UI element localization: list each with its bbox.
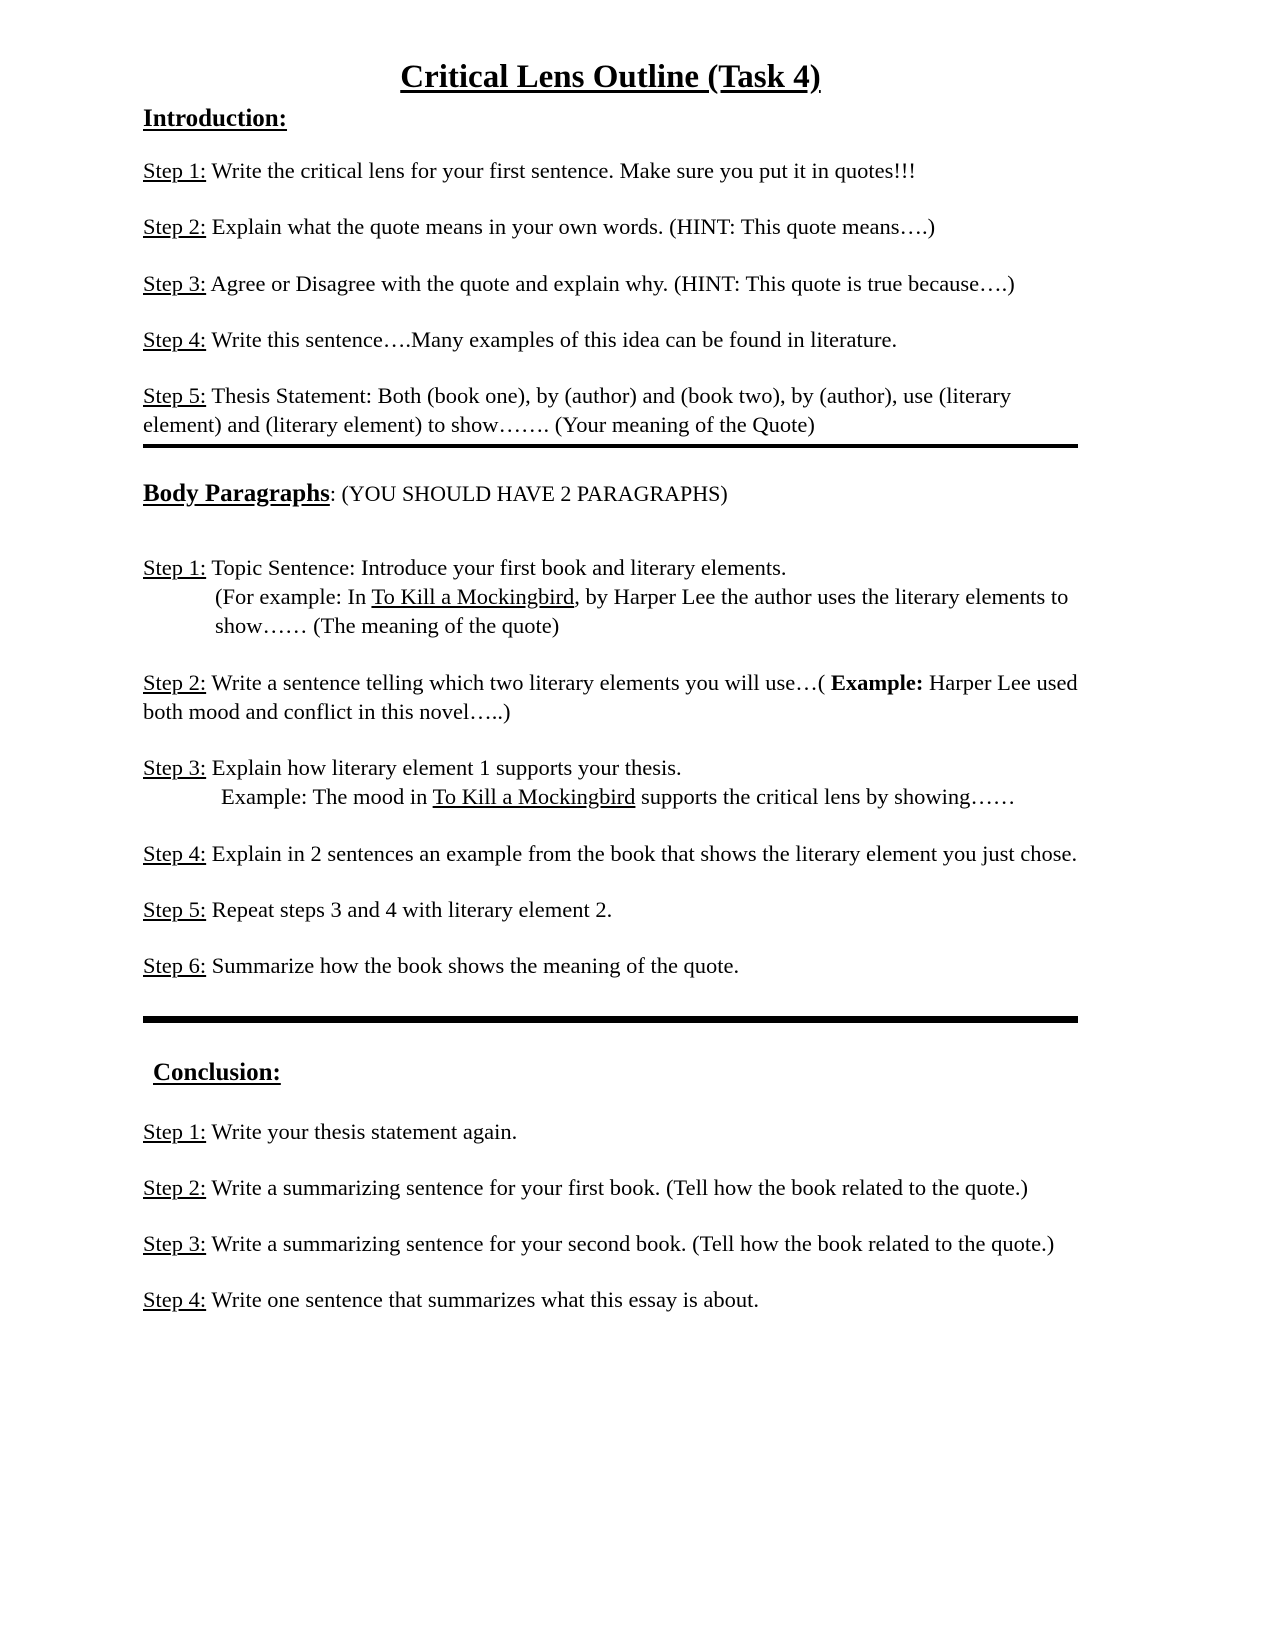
section-divider-body-paragraphs — [143, 1016, 1078, 1023]
step-label: Step 5: — [143, 383, 207, 409]
step-label: Step 2: — [143, 669, 207, 695]
spacer — [143, 1089, 1078, 1117]
book-title: To Kill a Mockingbird — [371, 584, 575, 610]
intro-step-2 — [143, 212, 1078, 241]
step-text: Write one sentence that summarizes what this essay is about. — [206, 1287, 760, 1313]
step-text: Write your thesis statement again. — [206, 1118, 518, 1144]
step-text: Topic Sentence: Introduce your first book and literary elements. — [206, 554, 787, 580]
step-text-post: Harper Lee used both mood and conflict in this novel…..) — [143, 669, 1078, 724]
step-subline-pre: (For example: In — [215, 584, 372, 610]
step-text: Write a summarizing sentence for your second book. (Tell how the book related to the quote.) — [206, 1231, 1055, 1257]
step-text-pre: Write a sentence telling which two literary elements you will use…( — [206, 669, 831, 695]
example-emphasis: Example: — [830, 669, 924, 695]
step-label: Step 4: — [143, 840, 207, 866]
body-step-5 — [143, 895, 1078, 924]
conclusion-step-3 — [143, 1229, 1078, 1258]
intro-step-5 — [143, 381, 1078, 440]
intro-step-3 — [143, 269, 1078, 298]
body-step-3 — [143, 753, 1078, 812]
conclusion-step-1 — [143, 1117, 1078, 1146]
step-text: Summarize how the book shows the meaning of the quote. — [206, 953, 740, 979]
body-step-1 — [143, 553, 1078, 641]
step-label: Step 5: — [143, 896, 207, 922]
step-text: Write this sentence….Many examples of this idea can be found in literature. — [206, 326, 898, 352]
step-label: Step 3: — [143, 1231, 207, 1257]
step-label: Step 4: — [143, 326, 207, 352]
step-label: Step 1: — [143, 554, 207, 580]
step-label: Step 1: — [143, 158, 207, 184]
step-label: Step 6: — [143, 953, 207, 979]
conclusion-step-4 — [143, 1285, 1078, 1314]
step-text: Thesis Statement: Both (book one), by (author) and (book two), by (author), use (literary element) and (literary element) to show……. (Your meaning of the Quote) — [143, 383, 1012, 438]
section-heading-conclusion-text: Conclusion: — [153, 1059, 281, 1087]
body-step-2 — [143, 668, 1078, 727]
step-text: Repeat steps 3 and 4 with literary element 2. — [206, 896, 613, 922]
book-title: To Kill a Mockingbird — [432, 784, 636, 810]
step-label: Step 1: — [143, 1118, 207, 1144]
section-divider-introduction — [143, 444, 1078, 448]
step-text: Write the critical lens for your first sentence. Make sure you put it in quotes!!! — [206, 158, 916, 184]
section-heading-body-paragraphs-tail: : (YOU SHOULD HAVE 2 PARAGRAPHS) — [329, 480, 728, 506]
page-title-text: Critical Lens Outline (Task 4) — [400, 59, 821, 95]
step-label: Step 2: — [143, 1174, 207, 1200]
step-label: Step 3: — [143, 755, 207, 781]
document-content — [143, 58, 1078, 1342]
page-title — [143, 58, 1078, 97]
step-subline — [143, 782, 1078, 811]
step-subline-post: , by Harper Lee the author uses the literary elements to show…… (The meaning of the quote) — [215, 584, 1069, 639]
step-subline-post: supports the critical lens by showing…… — [635, 784, 1016, 810]
step-text: Explain in 2 sentences an example from the book that shows the literary element you just chose. — [206, 840, 1078, 866]
step-label: Step 4: — [143, 1287, 207, 1313]
step-subline — [143, 582, 1078, 641]
spacer — [143, 509, 1078, 553]
body-step-6 — [143, 951, 1078, 980]
section-heading-conclusion — [153, 1057, 1078, 1088]
section-heading-introduction-text: Introduction: — [143, 104, 288, 132]
section-heading-body-paragraphs-text: Body Paragraphs — [143, 479, 330, 507]
step-text: Explain what the quote means in your own words. (HINT: This quote means….) — [206, 214, 936, 240]
step-text: Explain how literary element 1 supports your thesis. — [206, 755, 682, 781]
intro-step-4 — [143, 325, 1078, 354]
step-text: Agree or Disagree with the quote and explain why. (HINT: This quote is true because….) — [206, 270, 1015, 296]
section-heading-introduction — [143, 103, 1078, 134]
step-subline-pre: Example: The mood in — [221, 784, 433, 810]
conclusion-step-2 — [143, 1173, 1078, 1202]
step-text: Write a summarizing sentence for your first book. (Tell how the book related to the quote.) — [206, 1174, 1029, 1200]
step-label: Step 3: — [143, 270, 207, 296]
intro-step-1 — [143, 156, 1078, 185]
step-label: Step 2: — [143, 214, 207, 240]
body-step-4 — [143, 839, 1078, 868]
section-heading-body-paragraphs — [143, 478, 1078, 509]
